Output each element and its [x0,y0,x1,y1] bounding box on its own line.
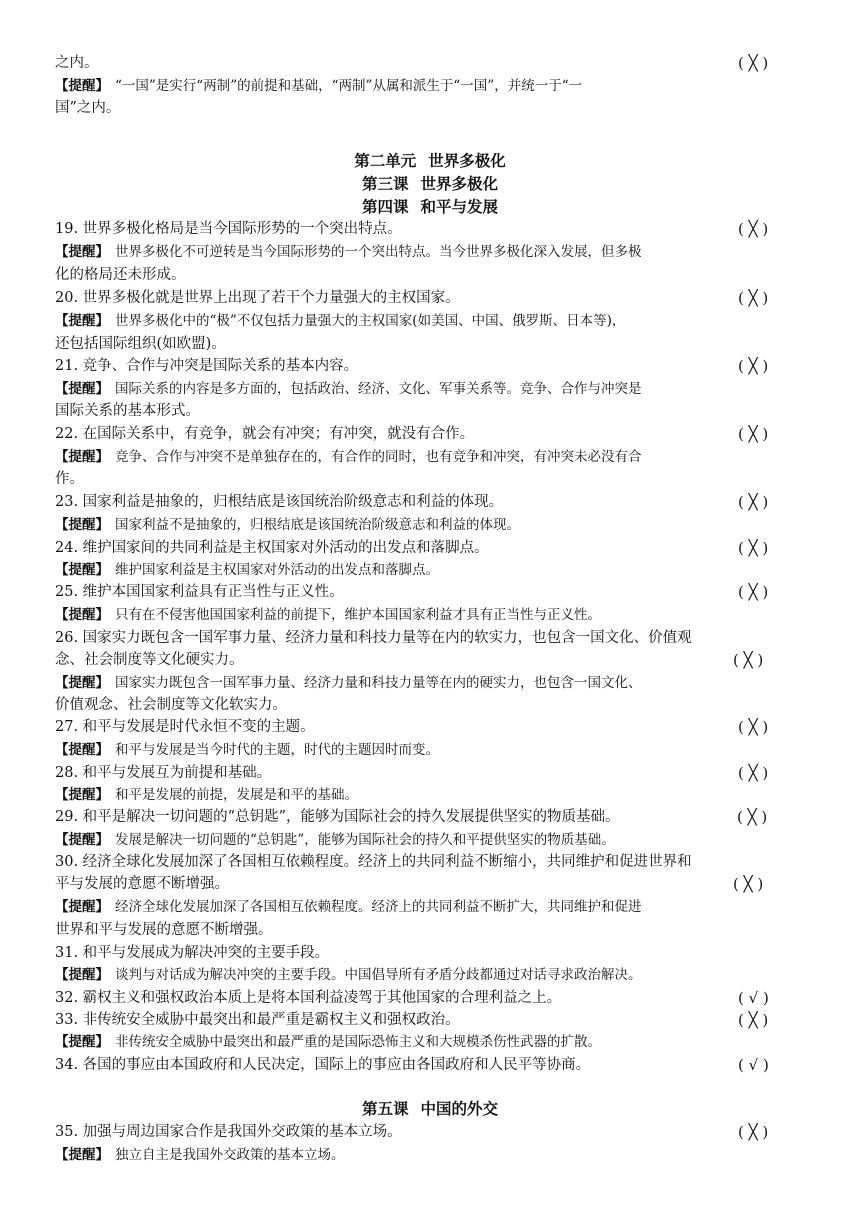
hint-label: 【提醒】 [55,1147,109,1163]
hint-text: 谈判与对话成为解决冲突的主要手段。中国倡导所有矛盾分歧都通过对话寻求政治解决。 [115,967,642,983]
hint-text: 和平是发展的前提，发展是和平的基础。 [115,787,358,803]
heading-topic: 和平与发展 [420,197,499,216]
answer-cross-mark: ( ╳ ) [738,220,769,238]
question-line: 25. 维护本国国家利益具有正当性与正义性。 [55,584,344,600]
hint-label: 【提醒】 [55,1034,109,1050]
answer-cross-mark: ( ╳ ) [738,1123,769,1141]
hint-line [55,1144,810,1166]
hint-line [55,241,810,263]
continuation-line: 还包括国际组织(如欧盟)。 [55,336,226,352]
heading-unit: 第二单元 [354,151,417,170]
hint-line [55,964,810,986]
hint-text: 独立自主是我国外交政策的基本立场。 [115,1147,345,1163]
hint-label: 【提醒】 [55,787,109,803]
hint-text: 只有在不侵害他国国家利益的前提下，维护本国国家利益才具有正当性与正义性。 [115,607,601,623]
question-line: 平与发展的意愿不断增强。 [55,876,229,892]
question-line: 34. 各国的事应由本国政府和人民决定，国际上的事应由各国政府和人民平等协商。 [55,1057,591,1073]
question-line: 20. 世界多极化就是世界上出现了若干个力量强大的主权国家。 [55,290,460,306]
continuation-line: 世界和平与发展的意愿不断增强。 [55,922,273,938]
hint-label: 【提醒】 [55,244,109,260]
hint-text: 和平与发展是当今时代的主题，时代的主题因时而变。 [115,742,439,758]
hint-text: 世界多极化中的“极”不仅包括力量强大的主权国家(如美国、中国、俄罗斯、日本等)， [115,313,626,329]
hint-label: 【提醒】 [55,967,109,983]
hint-line [55,896,810,918]
continuation-line: 价值观念、社会制度等文化软实力。 [55,697,287,713]
hint-text: 维护国家利益是主权国家对外活动的出发点和落脚点。 [115,562,439,578]
section-heading [0,173,860,195]
hint-line [55,604,810,626]
answer-cross-mark: ( ╳ ) [733,651,764,669]
answer-cross-mark: ( ╳ ) [738,764,769,782]
hint-text: 国家实力既包含一国军事力量、经济力量和科技力量等在内的硬实力，也包含一国文化、 [115,675,642,691]
hint-label: 【提醒】 [55,381,109,397]
hint-label: 【提醒】 [55,313,109,329]
hint-label: 【提醒】 [55,675,109,691]
hint-text: “一国”是实行“两制”的前提和基础，“两制”从属和派生于“一国”，并统一于“一 [115,78,583,94]
hint-label: 【提醒】 [55,517,109,533]
hint-text: 经济全球化发展加深了各国相互依赖程度。经济上的共同利益不断扩大，共同维护和促进 [115,899,642,915]
hint-label: 【提醒】 [55,832,109,848]
answer-cross-mark: ( ╳ ) [738,583,769,601]
section-heading [0,196,860,218]
hint-line [55,378,810,400]
hint-line [55,514,810,536]
hint-label: 【提醒】 [55,607,109,623]
hint-text: 发展是解决一切问题的“总钥匙”，能够为国际社会的持久和平提供坚实的物质基础。 [115,832,615,848]
hint-line [55,739,810,761]
answer-check-mark: ( √ ) [738,1056,769,1074]
heading-unit: 第三课 [361,174,409,193]
continuation-line: 化的格局还未形成。 [55,267,186,283]
question-line: 之内。 [55,55,99,71]
hint-line [55,1031,810,1053]
question-line: 24. 维护国家间的共同利益是主权国家对外活动的出发点和落脚点。 [55,540,489,556]
question-line: 19. 世界多极化格局是当今国际形势的一个突出特点。 [55,221,402,237]
hint-text: 国家利益不是抽象的，归根结底是该国统治阶级意志和利益的体现。 [115,517,520,533]
question-line: 30. 经济全球化发展加深了各国相互依赖程度。经济上的共同利益不断缩小，共同维护和促进世界和 [55,854,692,870]
continuation-line: 国际关系的基本形式。 [55,403,200,419]
answer-cross-mark: ( ╳ ) [738,425,769,443]
section-heading [0,150,860,172]
hint-line [55,672,810,694]
hint-line [55,784,810,806]
question-line: 33. 非传统安全威胁中最突出和最严重是霸权主义和强权政治。 [55,1012,460,1028]
question-line: 23. 国家利益是抽象的，归根结底是该国统治阶级意志和利益的体现。 [55,494,504,510]
heading-topic: 世界多极化 [420,174,499,193]
question-line: 32. 霸权主义和强权政治本质上是将本国利益凌驾于其他国家的合理利益之上。 [55,990,562,1006]
question-line: 31. 和平与发展成为解决冲突的主要手段。 [55,945,330,961]
answer-cross-mark: ( ╳ ) [738,289,769,307]
answer-cross-mark: ( ╳ ) [738,1011,769,1029]
answer-cross-mark: ( ╳ ) [733,875,764,893]
answer-cross-mark: ( ╳ ) [737,808,768,826]
answer-cross-mark: ( ╳ ) [738,54,769,72]
question-line: 35. 加强与周边国家合作是我国外交政策的基本立场。 [55,1124,402,1140]
hint-label: 【提醒】 [55,742,109,758]
question-line: 念、社会制度等文化硬实力。 [55,652,244,668]
answer-check-mark: ( √ ) [738,989,769,1007]
heading-unit: 第五课 [361,1099,409,1118]
heading-topic: 世界多极化 [428,151,506,170]
section-heading [0,1098,860,1120]
continuation-line: 作。 [55,471,84,487]
answer-cross-mark: ( ╳ ) [738,493,769,511]
hint-line [55,829,810,851]
hint-line [55,446,810,468]
hint-text: 竞争、合作与冲突不是单独存在的，有合作的同时，也有竞争和冲突，有冲突未必没有合 [115,449,642,465]
hint-label: 【提醒】 [55,449,109,465]
continuation-line: 国”之内。 [55,100,121,116]
hint-text: 国际关系的内容是多方面的，包括政治、经济、文化、军事关系等。竞争、合作与冲突是 [115,381,642,397]
hint-line [55,310,810,332]
question-line: 29. 和平是解决一切问题的“总钥匙”，能够为国际社会的持久发展提供坚实的物质基础。 [55,809,620,825]
hint-label: 【提醒】 [55,78,109,94]
question-line: 21. 竞争、合作与冲突是国际关系的基本内容。 [55,358,359,374]
question-line: 22. 在国际关系中，有竞争，就会有冲突；有冲突，就没有合作。 [55,426,475,442]
hint-line [55,75,810,97]
hint-line [55,559,810,581]
answer-cross-mark: ( ╳ ) [738,539,769,557]
hint-label: 【提醒】 [55,562,109,578]
heading-topic: 中国的外交 [420,1099,499,1118]
question-line: 27. 和平与发展是时代永恒不变的主题。 [55,719,315,735]
hint-text: 非传统安全威胁中最突出和最严重的是国际恐怖主义和大规模杀伤性武器的扩散。 [115,1034,601,1050]
answer-cross-mark: ( ╳ ) [738,718,769,736]
hint-label: 【提醒】 [55,899,109,915]
question-line: 28. 和平与发展互为前提和基础。 [55,765,272,781]
hint-text: 世界多极化不可逆转是当今国际形势的一个突出特点。当今世界多极化深入发展，但多极 [115,244,642,260]
heading-unit: 第四课 [361,197,409,216]
answer-cross-mark: ( ╳ ) [738,357,769,375]
question-line: 26. 国家实力既包含一国军事力量、经济力量和科技力量等在内的软实力，也包含一国文化、价值观 [55,630,692,646]
